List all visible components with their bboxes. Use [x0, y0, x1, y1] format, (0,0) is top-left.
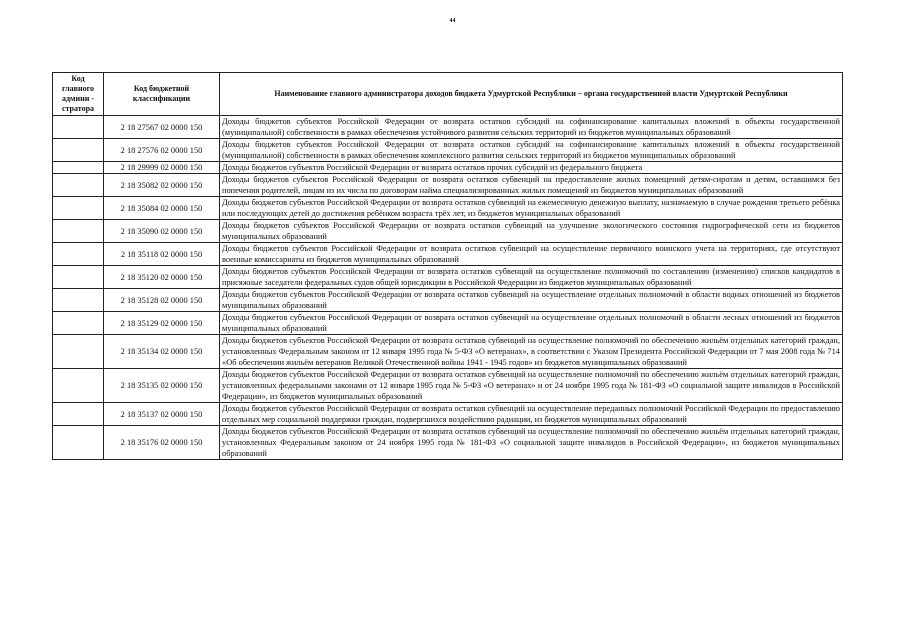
header-admin-code: Код главного админи - стратора	[53, 73, 104, 116]
budget-code-cell: 2 18 35120 02 0000 150	[104, 266, 220, 289]
table-row	[53, 426, 843, 460]
admin-code-cell	[53, 116, 104, 139]
admin-code-cell	[53, 403, 104, 426]
budget-code-cell: 2 18 35084 02 0000 150	[104, 197, 220, 220]
admin-code-cell	[53, 266, 104, 289]
header-row	[53, 73, 843, 116]
budget-code-cell: 2 18 35134 02 0000 150	[104, 335, 220, 369]
revenue-name-cell: Доходы бюджетов субъектов Российской Федерации от возврата остатков субвенций на осуществление полномочий по обеспечению жильём отдельных категорий граждан, установленных Федеральным законом от 12 января 1995 года № 5-ФЗ «О ветеранах», в соответствии с Указом Президента Российской Федерации от 7 мая 2008 года № 714 «Об обеспечении жильём ветеранов Великой Отечественной войны 1941 - 1945 годов» из бюджетов муниципальных образований	[220, 335, 843, 369]
revenue-name-cell: Доходы бюджетов субъектов Российской Федерации от возврата остатков субсидий на софинансирование капитальных вложений в объекты государственной (муниципальной) собственности в рамках обеспечения устойчивого развития сельских территорий из бюджетов муниципальных образований	[220, 116, 843, 139]
admin-code-cell	[53, 312, 104, 335]
revenue-name-cell: Доходы бюджетов субъектов Российской Федерации от возврата остатков прочих субсидий из федерального бюджета	[220, 162, 843, 174]
table-row	[53, 266, 843, 289]
table-row	[53, 162, 843, 174]
table-row	[53, 116, 843, 139]
revenue-name-cell: Доходы бюджетов субъектов Российской Федерации от возврата остатков субвенций на предоставление жилых помещений детям-сиротам и детям, оставшимся без попечения родителей, лицам из их числа по договорам найма специализированных жилых помещений из бюджетов муниципальных образований	[220, 174, 843, 197]
admin-code-cell	[53, 139, 104, 162]
budget-code-cell: 2 18 29999 02 0000 150	[104, 162, 220, 174]
header-name: Наименование главного администратора доходов бюджета Удмуртской Республики – органа государственной власти Удмуртской Республики	[220, 73, 843, 116]
budget-code-cell: 2 18 35090 02 0000 150	[104, 220, 220, 243]
revenue-name-cell: Доходы бюджетов субъектов Российской Федерации от возврата остатков субвенций на осуществление переданных полномочий Российской Федерации по предоставлению отдельных мер социальной поддержки граждан, подвергшихся воздействию радиации, из бюджетов муниципальных образований	[220, 403, 843, 426]
table-row	[53, 335, 843, 369]
table-header	[53, 73, 843, 116]
header-budget-code: Код бюджетной классификации	[104, 73, 220, 116]
admin-code-cell	[53, 174, 104, 197]
table-row	[53, 243, 843, 266]
table-row	[53, 220, 843, 243]
admin-code-cell	[53, 220, 104, 243]
page-number: 44	[449, 18, 456, 24]
table-row	[53, 403, 843, 426]
revenue-name-cell: Доходы бюджетов субъектов Российской Федерации от возврата остатков субвенций на осуществление полномочий по обеспечению жильём отдельных категорий граждан, установленных Федеральным законом от 24 ноября 1995 года № 181-ФЗ «О социальной защите инвалидов в Российской Федерации», из бюджетов муниципальных образований	[220, 426, 843, 460]
table-row	[53, 289, 843, 312]
budget-code-cell: 2 18 27576 02 0000 150	[104, 139, 220, 162]
revenue-name-cell: Доходы бюджетов субъектов Российской Федерации от возврата остатков субвенций на осуществление отдельных полномочий в области водных отношений из бюджетов муниципальных образований	[220, 289, 843, 312]
table-row	[53, 174, 843, 197]
budget-code-cell: 2 18 35176 02 0000 150	[104, 426, 220, 460]
table-body	[53, 116, 843, 460]
admin-code-cell	[53, 243, 104, 266]
revenue-name-cell: Доходы бюджетов субъектов Российской Федерации от возврата остатков субвенций на осуществление полномочий по обеспечению жильём отдельных категорий граждан, установленных федеральными законами от 12 января 1995 года № 5-ФЗ «О ветеранах» и от 24 ноября 1995 года № 181-ФЗ «О социальной защите инвалидов в Российской Федерации», из бюджетов муниципальных образований	[220, 369, 843, 403]
table-row	[53, 139, 843, 162]
table-row	[53, 312, 843, 335]
admin-code-cell	[53, 335, 104, 369]
budget-code-cell: 2 18 35082 02 0000 150	[104, 174, 220, 197]
admin-code-cell	[53, 197, 104, 220]
budget-code-cell: 2 18 35118 02 0000 150	[104, 243, 220, 266]
budget-code-cell: 2 18 35128 02 0000 150	[104, 289, 220, 312]
budget-code-cell: 2 18 35135 02 0000 150	[104, 369, 220, 403]
budget-code-cell: 2 18 35129 02 0000 150	[104, 312, 220, 335]
revenue-name-cell: Доходы бюджетов субъектов Российской Федерации от возврата остатков субвенций на ежемесячную денежную выплату, назначаемую в случае рождения третьего ребёнка или последующих детей до достижения ребёнком возраста трёх лет, из бюджетов муниципальных образований	[220, 197, 843, 220]
revenue-name-cell: Доходы бюджетов субъектов Российской Федерации от возврата остатков субвенций на осуществление отдельных полномочий в области лесных отношений из бюджетов муниципальных образований	[220, 312, 843, 335]
admin-code-cell	[53, 162, 104, 174]
admin-code-cell	[53, 369, 104, 403]
table-row	[53, 197, 843, 220]
budget-code-cell: 2 18 35137 02 0000 150	[104, 403, 220, 426]
admin-code-cell	[53, 426, 104, 460]
budget-code-cell: 2 18 27567 02 0000 150	[104, 116, 220, 139]
revenue-name-cell: Доходы бюджетов субъектов Российской Федерации от возврата остатков субвенций на улучшение экологического состояния гидрографической сети из бюджетов муниципальных образований	[220, 220, 843, 243]
budget-codes-table	[52, 72, 843, 460]
revenue-name-cell: Доходы бюджетов субъектов Российской Федерации от возврата остатков субсидий на софинансирование капитальных вложений в объекты государственной (муниципальной) собственности в рамках обеспечения комплексного развития сельских территорий из бюджетов муниципальных образований	[220, 139, 843, 162]
revenue-name-cell: Доходы бюджетов субъектов Российской Федерации от возврата остатков субвенций на осуществление полномочий по составлению (изменению) списков кандидатов в присяжные заседатели федеральных судов общей юрисдикции в Российской Федерации из бюджетов муниципальных образований	[220, 266, 843, 289]
admin-code-cell	[53, 289, 104, 312]
revenue-name-cell: Доходы бюджетов субъектов Российской Федерации от возврата остатков субвенций на осуществление первичного воинского учета на территориях, где отсутствуют военные комиссариаты из бюджетов муниципальных образований	[220, 243, 843, 266]
table-row	[53, 369, 843, 403]
